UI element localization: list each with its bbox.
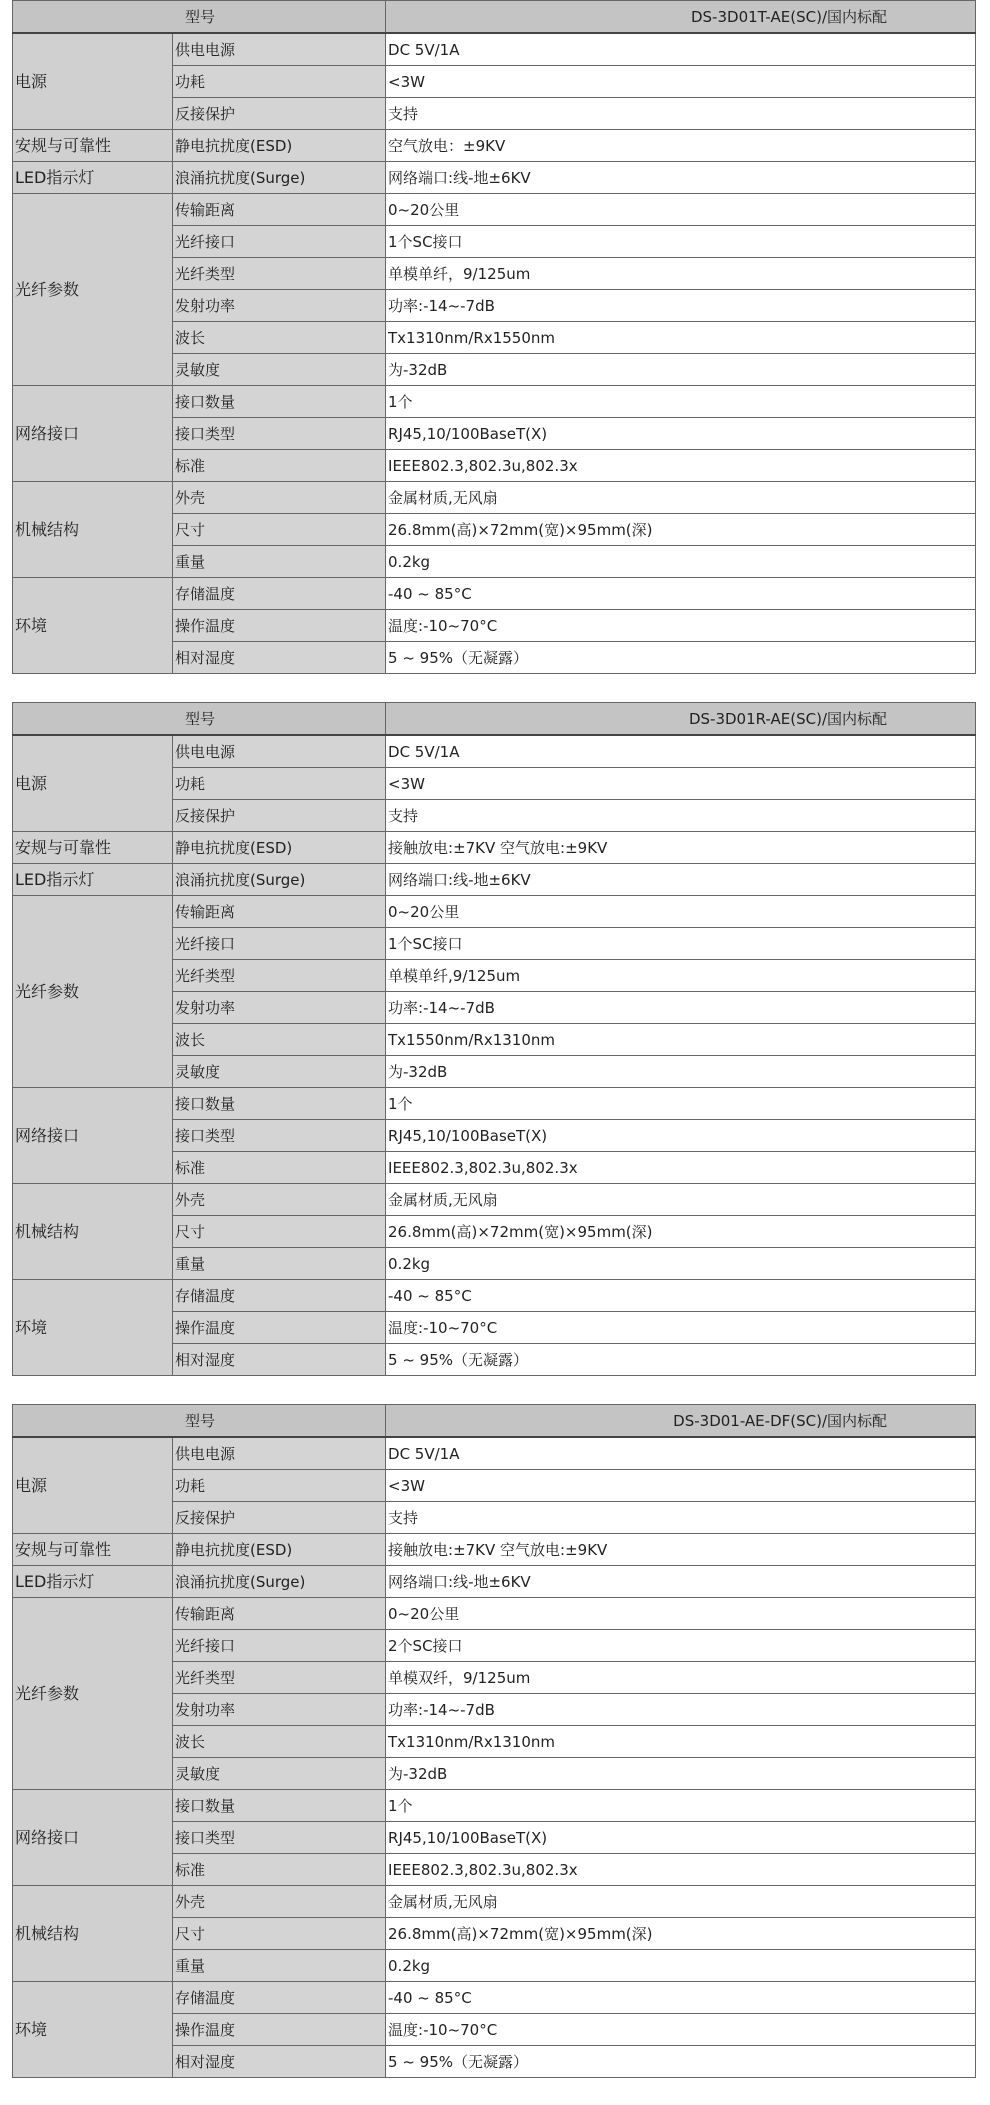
value-cell: 单模双纤，9/125um <box>386 1662 976 1694</box>
table-row <box>13 1280 976 1312</box>
value-cell: 26.8mm(高)×72mm(宽)×95mm(深) <box>386 1216 976 1248</box>
param-cell: 接口类型 <box>173 1822 386 1854</box>
param-cell: 重量 <box>173 1950 386 1982</box>
model-label: 型号 <box>13 1 386 34</box>
value-cell: 空气放电：±9KV <box>386 130 976 162</box>
table-row <box>13 386 976 418</box>
table-row <box>13 1790 976 1822</box>
param-cell: 反接保护 <box>173 1502 386 1534</box>
param-cell: 标准 <box>173 1854 386 1886</box>
param-cell: 操作温度 <box>173 1312 386 1344</box>
param-cell: 接口类型 <box>173 418 386 450</box>
value-cell: 功率:-14~-7dB <box>386 1694 976 1726</box>
param-cell: 外壳 <box>173 482 386 514</box>
param-cell: 静电抗扰度(ESD) <box>173 130 386 162</box>
value-cell: 金属材质,无风扇 <box>386 1886 976 1918</box>
model-value: DS-3D01T-AE(SC)/国内标配 <box>386 1 976 34</box>
value-cell: <3W <box>386 768 976 800</box>
param-cell: 接口数量 <box>173 1790 386 1822</box>
param-cell: 存储温度 <box>173 1280 386 1312</box>
param-cell: 发射功率 <box>173 992 386 1024</box>
value-cell: RJ45,10/100BaseT(X) <box>386 418 976 450</box>
param-cell: 波长 <box>173 1726 386 1758</box>
param-cell: 接口数量 <box>173 386 386 418</box>
model-label: 型号 <box>13 1405 386 1438</box>
param-cell: 接口类型 <box>173 1120 386 1152</box>
model-header-row <box>13 703 976 736</box>
value-cell: 0.2kg <box>386 1950 976 1982</box>
table-row <box>13 1982 976 2014</box>
param-cell: 浪涌抗扰度(Surge) <box>173 162 386 194</box>
param-cell: 标准 <box>173 450 386 482</box>
value-cell: 0~20公里 <box>386 194 976 226</box>
category-cell: 机械结构 <box>13 1184 173 1280</box>
value-cell: 支持 <box>386 1502 976 1534</box>
param-cell: 操作温度 <box>173 610 386 642</box>
param-cell: 波长 <box>173 322 386 354</box>
value-cell: IEEE802.3,802.3u,802.3x <box>386 1152 976 1184</box>
model-label: 型号 <box>13 703 386 736</box>
value-cell: 0.2kg <box>386 546 976 578</box>
value-cell: 0~20公里 <box>386 896 976 928</box>
param-cell: 静电抗扰度(ESD) <box>173 832 386 864</box>
param-cell: 外壳 <box>173 1886 386 1918</box>
param-cell: 传输距离 <box>173 896 386 928</box>
value-cell: 温度:-10~70°C <box>386 2014 976 2046</box>
value-cell: -40 ~ 85°C <box>386 578 976 610</box>
value-cell: 5 ~ 95%（无凝露） <box>386 642 976 674</box>
param-cell: 静电抗扰度(ESD) <box>173 1534 386 1566</box>
param-cell: 功耗 <box>173 1470 386 1502</box>
param-cell: 重量 <box>173 1248 386 1280</box>
spec-table <box>12 1404 976 2078</box>
param-cell: 尺寸 <box>173 1918 386 1950</box>
param-cell: 存储温度 <box>173 1982 386 2014</box>
value-cell: 功率:-14~-7dB <box>386 290 976 322</box>
model-header-row <box>13 1 976 34</box>
param-cell: 灵敏度 <box>173 1758 386 1790</box>
category-cell: 电源 <box>13 735 173 832</box>
spec-table <box>12 702 976 1376</box>
param-cell: 反接保护 <box>173 800 386 832</box>
param-cell: 操作温度 <box>173 2014 386 2046</box>
value-cell: <3W <box>386 1470 976 1502</box>
value-cell: 5 ~ 95%（无凝露） <box>386 1344 976 1376</box>
category-cell: 机械结构 <box>13 1886 173 1982</box>
category-cell: 光纤参数 <box>13 194 173 386</box>
category-cell: 网络接口 <box>13 386 173 482</box>
value-cell: IEEE802.3,802.3u,802.3x <box>386 1854 976 1886</box>
value-cell: 支持 <box>386 800 976 832</box>
value-cell: Tx1550nm/Rx1310nm <box>386 1024 976 1056</box>
param-cell: 重量 <box>173 546 386 578</box>
value-cell: DC 5V/1A <box>386 33 976 66</box>
value-cell: -40 ~ 85°C <box>386 1982 976 2014</box>
table-row <box>13 578 976 610</box>
model-value: DS-3D01R-AE(SC)/国内标配 <box>386 703 976 736</box>
param-cell: 外壳 <box>173 1184 386 1216</box>
value-cell: 网络端口:线-地±6KV <box>386 864 976 896</box>
value-cell: 26.8mm(高)×72mm(宽)×95mm(深) <box>386 1918 976 1950</box>
param-cell: 接口数量 <box>173 1088 386 1120</box>
value-cell: 0.2kg <box>386 1248 976 1280</box>
category-cell: 网络接口 <box>13 1088 173 1184</box>
table-row <box>13 162 976 194</box>
model-header-row <box>13 1405 976 1438</box>
value-cell: DC 5V/1A <box>386 1437 976 1470</box>
param-cell: 反接保护 <box>173 98 386 130</box>
value-cell: 网络端口:线-地±6KV <box>386 162 976 194</box>
value-cell: 温度:-10~70°C <box>386 610 976 642</box>
param-cell: 光纤接口 <box>173 1630 386 1662</box>
param-cell: 尺寸 <box>173 514 386 546</box>
param-cell: 功耗 <box>173 768 386 800</box>
table-row <box>13 194 976 226</box>
param-cell: 供电电源 <box>173 33 386 66</box>
table-row <box>13 482 976 514</box>
category-cell: 安规与可靠性 <box>13 130 173 162</box>
param-cell: 传输距离 <box>173 194 386 226</box>
table-row <box>13 1598 976 1630</box>
spec-table <box>12 0 976 674</box>
table-row <box>13 735 976 768</box>
value-cell: DC 5V/1A <box>386 735 976 768</box>
table-row <box>13 1886 976 1918</box>
value-cell: -40 ~ 85°C <box>386 1280 976 1312</box>
param-cell: 光纤接口 <box>173 928 386 960</box>
param-cell: 供电电源 <box>173 1437 386 1470</box>
table-row <box>13 1534 976 1566</box>
value-cell: 接触放电:±7KV 空气放电:±9KV <box>386 832 976 864</box>
param-cell: 尺寸 <box>173 1216 386 1248</box>
value-cell: 金属材质,无风扇 <box>386 1184 976 1216</box>
value-cell: 1个 <box>386 1790 976 1822</box>
table-row <box>13 864 976 896</box>
table-row <box>13 1088 976 1120</box>
value-cell: RJ45,10/100BaseT(X) <box>386 1822 976 1854</box>
param-cell: 灵敏度 <box>173 354 386 386</box>
value-cell: 温度:-10~70°C <box>386 1312 976 1344</box>
table-row <box>13 33 976 66</box>
value-cell: 为-32dB <box>386 1758 976 1790</box>
value-cell: 为-32dB <box>386 354 976 386</box>
table-row <box>13 130 976 162</box>
param-cell: 发射功率 <box>173 1694 386 1726</box>
param-cell: 功耗 <box>173 66 386 98</box>
value-cell: 1个SC接口 <box>386 928 976 960</box>
value-cell: 支持 <box>386 98 976 130</box>
category-cell: 电源 <box>13 1437 173 1534</box>
value-cell: 网络端口:线-地±6KV <box>386 1566 976 1598</box>
param-cell: 灵敏度 <box>173 1056 386 1088</box>
category-cell: 机械结构 <box>13 482 173 578</box>
table-row <box>13 1566 976 1598</box>
value-cell: 5 ~ 95%（无凝露） <box>386 2046 976 2078</box>
value-cell: IEEE802.3,802.3u,802.3x <box>386 450 976 482</box>
value-cell: 0~20公里 <box>386 1598 976 1630</box>
table-row <box>13 1184 976 1216</box>
value-cell: 为-32dB <box>386 1056 976 1088</box>
param-cell: 相对湿度 <box>173 1344 386 1376</box>
value-cell: 1个SC接口 <box>386 226 976 258</box>
value-cell: 接触放电:±7KV 空气放电:±9KV <box>386 1534 976 1566</box>
value-cell: Tx1310nm/Rx1310nm <box>386 1726 976 1758</box>
param-cell: 发射功率 <box>173 290 386 322</box>
category-cell: 环境 <box>13 578 173 674</box>
value-cell: 26.8mm(高)×72mm(宽)×95mm(深) <box>386 514 976 546</box>
param-cell: 光纤类型 <box>173 258 386 290</box>
value-cell: 2个SC接口 <box>386 1630 976 1662</box>
value-cell: 1个 <box>386 386 976 418</box>
param-cell: 浪涌抗扰度(Surge) <box>173 1566 386 1598</box>
param-cell: 相对湿度 <box>173 2046 386 2078</box>
category-cell: 光纤参数 <box>13 896 173 1088</box>
category-cell: 网络接口 <box>13 1790 173 1886</box>
value-cell: <3W <box>386 66 976 98</box>
category-cell: 环境 <box>13 1982 173 2078</box>
value-cell: 单模单纤,9/125um <box>386 960 976 992</box>
param-cell: 光纤类型 <box>173 960 386 992</box>
category-cell: 电源 <box>13 33 173 130</box>
param-cell: 浪涌抗扰度(Surge) <box>173 864 386 896</box>
param-cell: 光纤类型 <box>173 1662 386 1694</box>
param-cell: 存储温度 <box>173 578 386 610</box>
model-value: DS-3D01-AE-DF(SC)/国内标配 <box>386 1405 976 1438</box>
category-cell: 环境 <box>13 1280 173 1376</box>
category-cell: LED指示灯 <box>13 1566 173 1598</box>
param-cell: 标准 <box>173 1152 386 1184</box>
value-cell: 单模单纤，9/125um <box>386 258 976 290</box>
table-row <box>13 1437 976 1470</box>
param-cell: 供电电源 <box>173 735 386 768</box>
value-cell: RJ45,10/100BaseT(X) <box>386 1120 976 1152</box>
value-cell: 金属材质,无风扇 <box>386 482 976 514</box>
value-cell: 功率:-14~-7dB <box>386 992 976 1024</box>
category-cell: LED指示灯 <box>13 864 173 896</box>
param-cell: 波长 <box>173 1024 386 1056</box>
category-cell: 光纤参数 <box>13 1598 173 1790</box>
param-cell: 光纤接口 <box>173 226 386 258</box>
value-cell: 1个 <box>386 1088 976 1120</box>
table-row <box>13 832 976 864</box>
category-cell: 安规与可靠性 <box>13 832 173 864</box>
table-row <box>13 896 976 928</box>
value-cell: Tx1310nm/Rx1550nm <box>386 322 976 354</box>
category-cell: LED指示灯 <box>13 162 173 194</box>
category-cell: 安规与可靠性 <box>13 1534 173 1566</box>
param-cell: 传输距离 <box>173 1598 386 1630</box>
param-cell: 相对湿度 <box>173 642 386 674</box>
